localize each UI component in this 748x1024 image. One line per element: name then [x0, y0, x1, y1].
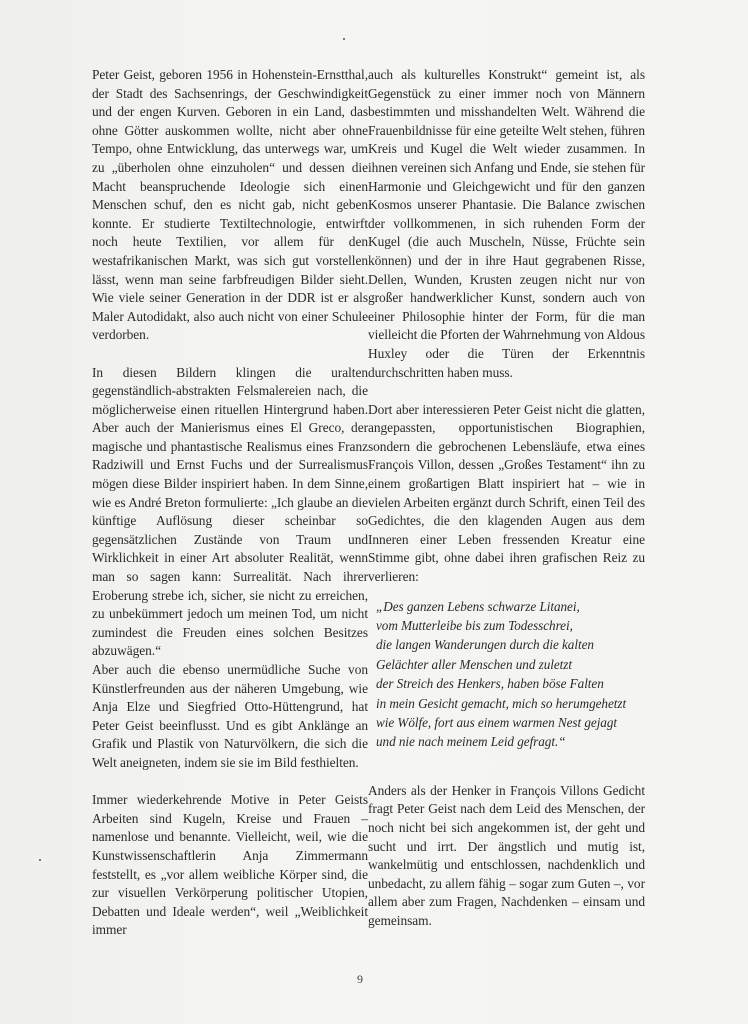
paragraph-intro: Peter Geist, geboren 1956 in Hohenstein-Ernstthal, der Stadt des Sachsenrings, der Geschwindigkeit und der engen Kurven. Geboren in ein Land, das ohne Götter auskommen wollte, nicht aber ohne Tempo, ohne Entwicklung, das unterwegs war, um zu „überholen ohne einzuholen“ und dessen die Macht beanspruchende Ideologie sich einen Menschen schuf, den es nicht gab, nicht geben konnte. Er studierte Textiltechnologie, entwirft noch heute Textilien, vor allem für den westafrikanischen Markt, was sich gut vorstellen lässt, wenn man seine farbfreudigen Bilder sieht. Wie viele seiner Generation in der DDR ist er als Maler Autodidakt, also auch nicht von einer Schule verdorben. — [92, 67, 368, 343]
quote-line: die langen Wanderungen durch die kalten — [376, 637, 594, 653]
paper-speck — [343, 38, 345, 40]
paragraph-gap — [92, 345, 368, 364]
paragraph-friends: Aber auch die ebenso unermüdliche Suche von Künstlerfreunden aus der näheren Umgebung, wie Anja Elze und Siegfried Otto-Hüttengrund, hat Peter Geist beeinflusst. Und es gibt Anklänge an Grafik und Plastik von Naturvölkern, die sich die Welt aneigneten, indem sie sie im Bild festhielten. — [92, 662, 368, 770]
paragraph-influences: In diesen Bildern klingen die uralten gegenständlich-abstrakten Felsmalereien nach, die möglicherweise einen rituellen Hintergrund haben. Aber auch der Manierismus eines El Greco, der magische und phantastische Realismus eines Franz Radziwill und Ernst Fuchs und der Surrealismus mögen diese Bilder inspiriert haben. In dem Sinne, wie es André Breton formulierte: „Ich glaube an die künftige Auflösung dieser scheinbar so gegensätzlichen Zustände von Traum und Wirklichkeit in einer Art absoluter Realität, wenn man so sagen kann: Surrealität. Nach ihrer Eroberung strebe ich, sicher, sie nicht zu erreichen, zu unbekümmert jedoch um meinen Tod, um nicht zumindest die Freuden eines solchen Besitzes abzuwägen.“ — [92, 364, 368, 659]
quote-line: in mein Gesicht gemacht, mich so herumgehetzt — [376, 695, 627, 711]
villon-quote — [376, 597, 645, 752]
paragraph-closing: Anders als der Henker in François Villons Gedicht fragt Peter Geist nach dem Leid des Menschen, der noch nicht bei sich angekommen ist, der geht und sucht und irrt. Der ängstlich und mutig ist, wankelmütig und entschlossen, nachdenklich und unbedacht, zu allem fähig – sogar zum Guten –, vor allem aber zum Fragen, Nachdenken – einsam und gemeinsam. — [368, 782, 645, 929]
right-column — [368, 66, 645, 931]
paragraph-villon: Dort aber interessieren Peter Geist nicht die glatten, angepassten, opportunistischen Biographien, sondern die gebrochenen Lebensläufe, etwa eines François Villon, dessen „Großes Testament“ ihn zu einem großartigen Blatt inspiriert hat – wie in vielen Arbeiten ergänzt durch Schrift, einen Teil des Gedichtes, die den klagenden Augen aus dem Inneren einer Leben fressenden Kreatur eine Stimme gibt, ohne dabei ihren grafischen Reiz zu verlieren: — [368, 401, 645, 585]
quote-line: Gelächter aller Menschen und zuletzt — [376, 656, 572, 672]
paragraph-gap — [368, 752, 645, 782]
paragraph-gap — [92, 773, 368, 792]
quote-line: vom Mutterleibe bis zum Todesschrei, — [376, 618, 573, 634]
quote-line: wie Wölfe, fort aus einem warmen Nest gejagt — [376, 715, 618, 731]
paragraph-construct: auch als kulturelles Konstrukt“ gemeint ist, als Gegenstück zu einer immer noch von Männern bestimmten und misshandelten Welt. Während die Frauenbildnisse für eine geteilte Welt stehen, führen Kreis und Kugel die Welt wieder zusammen. In ihnen vereinen sich Anfang und Ende, sie stehen für Harmonie und Gleichgewicht und für den ganzen Kosmos unserer Phantasie. Die Balance zwischen der vollkommenen, in sich ruhenden Form der Kugel (die auch Muscheln, Nüsse, Früchte sein können) und der in ihre Haut gegrabenen Risse, Dellen, Wunden, Krusten zeugen nicht nur von großer handwerklicher Kunst, sondern auch von einer Philosophie hinter der Form, für die man vielleicht die Pforten der Wahrnehmung von Aldous Huxley oder die Türen der Erkenntnis durchschritten haben muss. — [368, 67, 645, 380]
quote-line: der Streich des Henkers, haben böse Falten — [376, 676, 604, 692]
quote-line: und nie nach meinem Leid gefragt.“ — [376, 734, 566, 750]
paragraph-motifs: Immer wiederkehrende Motive in Peter Geists Arbeiten sind Kugeln, Kreise und Frauen – namenlose und benannte. Vielleicht, weil, wie die Kunstwissenschaftlerin Anja Zimmermann feststellt, es „vor allem weibliche Körper sind, die zur visuellen Verkörperung politischer Utopien, Debatten und Ideale werden“, weil „Weiblichkeit immer — [92, 792, 368, 938]
left-column — [92, 66, 368, 940]
paragraph-gap — [368, 382, 645, 401]
page-number: 9 — [357, 972, 363, 986]
quote-line: „Des ganzen Lebens schwarze Litanei, — [376, 598, 580, 614]
paper-speck — [39, 859, 41, 861]
